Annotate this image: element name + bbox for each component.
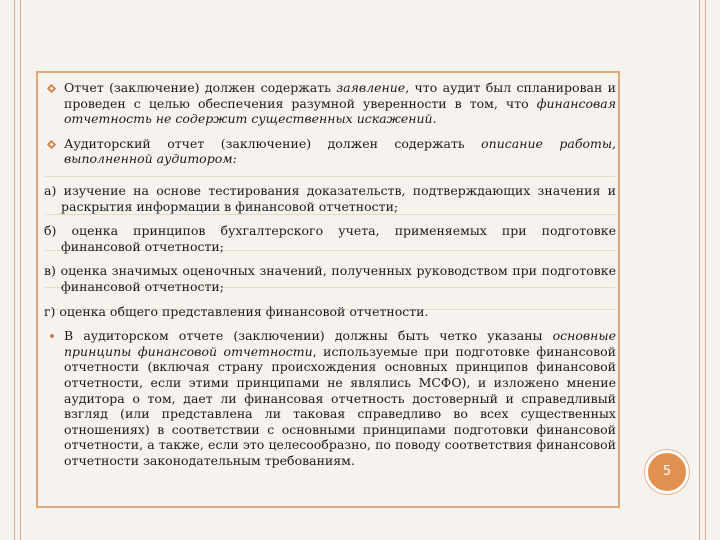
list-item-c: в) оценка значимых оценочных значений, полученных руководством при подготовке финансовой отчетности; [44,263,616,294]
diamond-bullet-icon [47,84,56,93]
bullet-paragraph-statement [44,80,616,127]
list-item-b: б) оценка принципов бухгалтерского учета, применяемых при подготовке финансовой отчетности; [44,223,616,254]
left-decor-line [14,0,15,540]
right-decor-line [699,0,700,540]
list-item-a: а) изучение на основе тестирования доказательств, подтверждающих значения и раскрытия информации в финансовой отчетности; [44,182,616,214]
right-decor-line [705,0,706,540]
bullet-paragraph-work-description [44,136,616,167]
principles-text: В аудиторском отчете (заключении) должны быть четко указаны [64,328,553,344]
bullet-paragraph-principles [44,328,616,468]
statement-text: , что аудит был спланирован и проведен с целью обеспечения разумной уверенности в том, что [64,80,617,111]
statement-text: Отчет (заключение) должен содержать [64,80,337,95]
statement-emphasis: заявление [336,80,406,95]
list-item-d: г) оценка общего представления финансовой отчетности. [44,303,429,319]
work-text: Аудиторский отчет (заключение) должен содержать [64,135,482,151]
principles-text: , используемые при подготовке финансовой отчетности (включая страну происхождения основных принципов финансовой отчетности, если этими принципами не являлись МСФО), и изложено мнение аудитора о том, дает ли финансовая отчетность достоверный и справедливый взгляд (или представлена ли таковая справедливо во всех существенных отношениях) в соответствии с основными принципами подготовки финансовой отчетности, а также, если это целесообразно, по поводу соответствия финансовой отчетности законодательным требованиям. [64,343,616,468]
work-emphasis: описание работы, выполненной аудитором: [64,135,616,167]
statement-emphasis: финансовая отчетность не содержит существенных искажений [64,95,616,127]
slide-content [44,80,616,468]
diamond-bullet-icon [47,140,56,149]
dot-bullet-icon [50,334,54,338]
statement-text: . [432,111,437,127]
left-decor-line [20,0,21,540]
principles-emphasis: основные принципы финансовой отчетности [64,328,616,359]
page-number-badge: 5 [645,450,689,494]
